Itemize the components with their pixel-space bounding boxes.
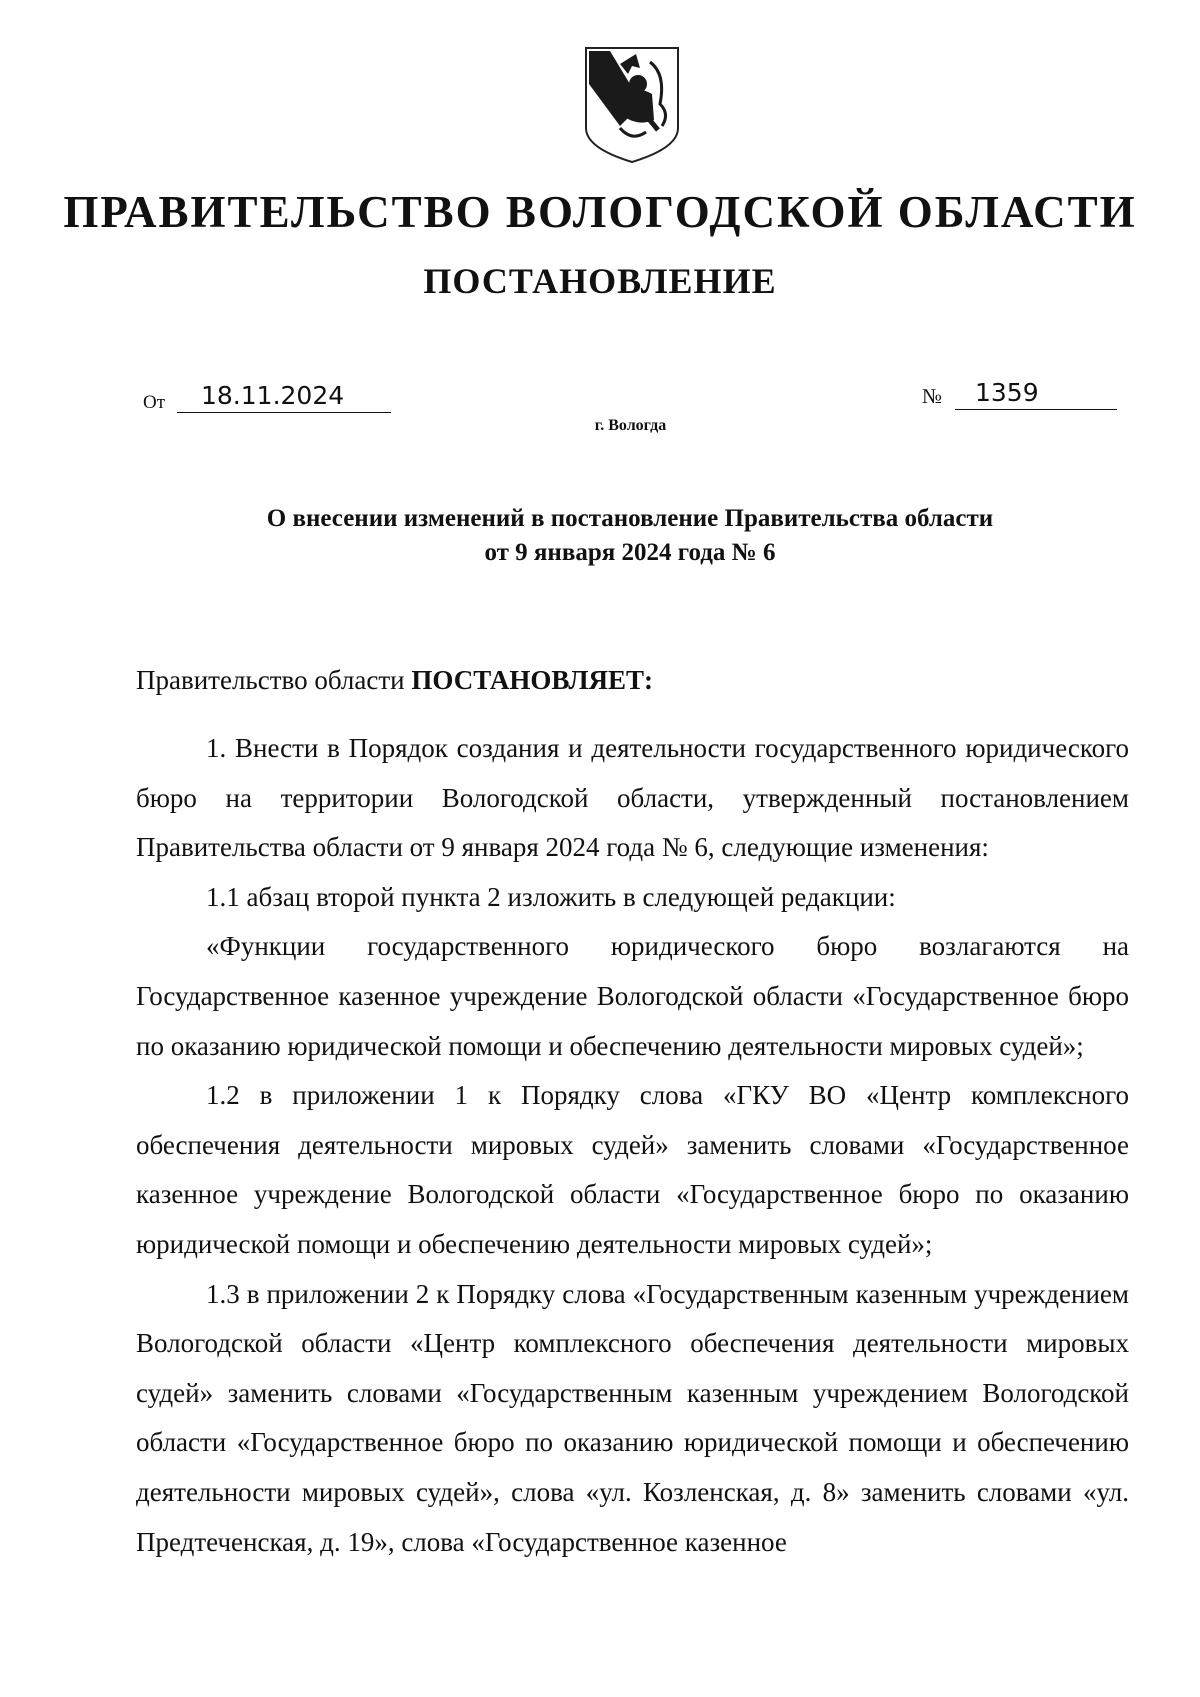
government-title: ПРАВИТЕЛЬСТВО ВОЛОГОДСКОЙ ОБЛАСТИ (63, 187, 1137, 237)
document-number: 1359 (955, 377, 1117, 410)
subject-line-2: от 9 января 2024 года № 6 (484, 539, 776, 566)
document-kind: ПОСТАНОВЛЕНИЕ (423, 261, 777, 301)
document-date: 18.11.2024 (177, 380, 391, 413)
paragraph: 1.1 абзац второй пункта 2 изложить в следующей редакции: (206, 881, 896, 912)
preamble-text: Правительство области (136, 665, 405, 695)
date-label: От (143, 392, 166, 413)
paragraph: 1.2 в приложении 1 к Порядку слова «ГКУ ВО «Центр комплексного обеспечения деятельности мировых судей» заменить словами «Государственное казенное учреждение Вологодской области «Государственное бюро по оказанию юридической помощи и обеспечению деятельности мировых судей»; (136, 1080, 1129, 1259)
preamble-bold: ПОСТАНОВЛЯЕТ: (411, 665, 653, 695)
paragraph: «Функции государственного юридического бюро возлагаются на Государственное казенное учреждение Вологодской области «Государственное бюро по оказанию юридической помощи и обеспечению деятельности мировых судей»; (136, 931, 1129, 1061)
number-label: № (922, 384, 943, 408)
document-body (136, 724, 1129, 1567)
subject-line-1: О внесении изменений в постановление Правительства области (266, 505, 994, 532)
document-subject (160, 502, 1100, 570)
paragraph: 1. Внести в Порядок создания и деятельности государственного юридического бюро на территории Вологодской области, утвержденный постановлением Правительства области от 9 января 2024 года № 6, следующие изменения: (136, 733, 1129, 863)
preamble (136, 660, 653, 700)
coat-of-arms-icon (580, 44, 684, 166)
city-label: г. Вологда (594, 417, 667, 434)
paragraph: 1.3 в приложении 2 к Порядку слова «Государственным казенным учреждением Вологодской области «Центр комплексного обеспечения деятельности мировых судей» заменить словами «Государственным казенным учреждением Вологодской области «Государственное бюро по оказанию юридической помощи и обеспечению деятельности мировых судей», слова «ул. Козленская, д. 8» заменить словами «ул. Предтеченская, д. 19», слова «Государственное казенное (136, 1278, 1129, 1557)
